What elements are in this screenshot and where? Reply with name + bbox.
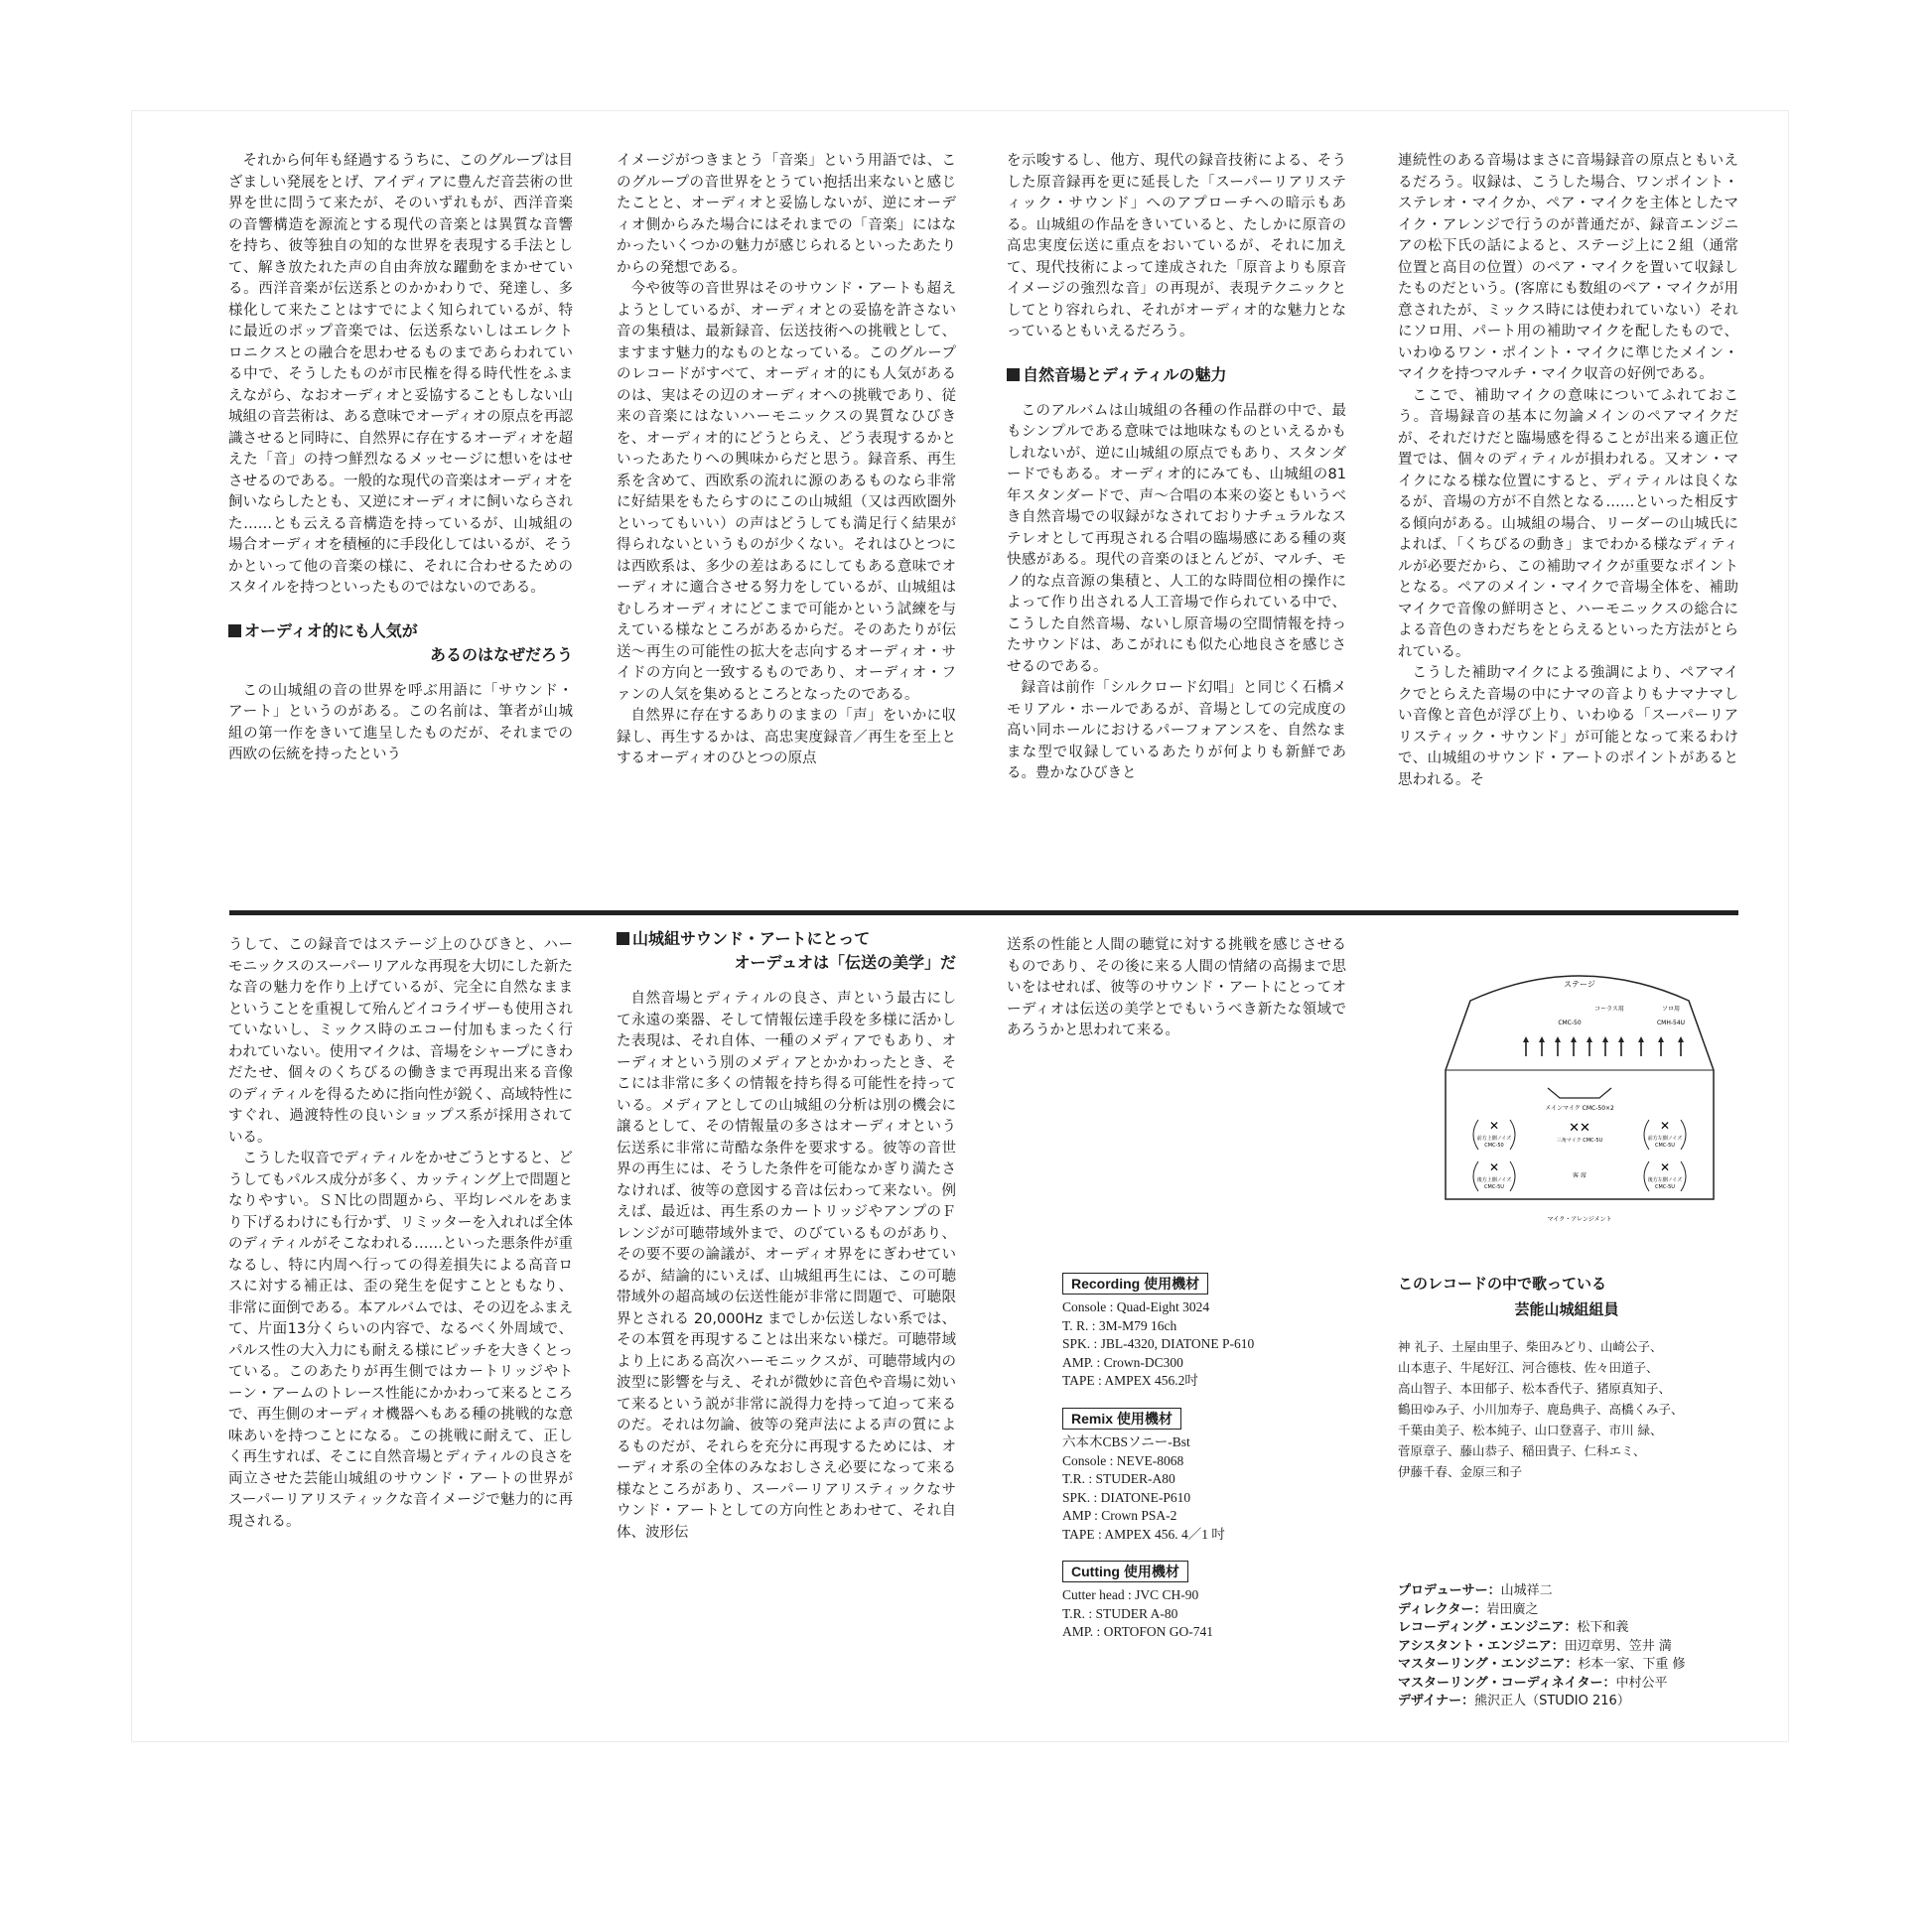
remix-line: 六本木CBSソニー-Bst [1062, 1434, 1190, 1449]
svg-text:後方上側ノイズ: 後方上側ノイズ [1476, 1177, 1512, 1183]
paragraph: 録音は前作「シルクロード幻唱」と同じく石橋メモリアル・ホールであるが、音場としての完成度の高い同ホールにおけるパーフォアンスを、自然なままな型で収録しているあたりが何よりも新鮮である。豊かなひびきと [1007, 680, 1346, 781]
remix-line: T.R. : STUDER-A80 [1062, 1471, 1175, 1486]
mic-left-lower [1473, 1160, 1515, 1191]
mic-arrow-head [1638, 1036, 1644, 1042]
main-mic-label: メインマイク CMC-50×2 [1545, 1105, 1614, 1112]
cutting-line: AMP. : ORTOFON GO-741 [1062, 1624, 1213, 1639]
paragraph: ここで、補助マイクの意味についてふれておこう。音場録音の基本に勿論メインのペアマイクだが、それだけだと臨場感を得ることが出来る適正位置では、個々のディティルが損われる。又オン・マイクになる様な位置にすると、ディティルは良くなるが、音場の方が不自然となる……といった相反する傾向がある。山城組の場合、リーダーの山城氏によれば､「くちびるの動き」までわかる様なディティルが必要だから、この補助マイクが重要なポイントとなる。ペアのメイン・マイクで音場全体を、補助マイクで音像の鮮明さと、ハーモニックスの総合による音色のきわだちをとらえるといった方法がとられている。 [1398, 387, 1738, 660]
svg-text:前方左側ノイズ: 前方左側ノイズ [1647, 1136, 1683, 1142]
mic-center [1557, 1121, 1603, 1144]
audience-label: 客 席 [1573, 1172, 1587, 1179]
members-line: 神 礼子、土屋由里子、柴田みどり、山崎公子、 [1398, 1339, 1663, 1354]
svg-text:CMC-5U: CMC-5U [1655, 1143, 1675, 1149]
svg-text:三角マイク CMC-5U: 三角マイク CMC-5U [1556, 1138, 1603, 1144]
paragraph: 自然音場とディティルの良さ、声という最古にして永遠の楽器、そして情報伝達手段を多様に活かした表現は、それ自体、一種のメディアでもあり、オーディオという別のメディアとかかわったとき、そこには非常に多くの情報を持ち得る可能性を持っている。メディアとしての山城組の分析は別の機会に譲るとして、その情報量の多さはオーディオという伝送系に非常に苛酷な条件を要求する。彼等の音世界の再生には、そうした条件を可能なかぎり満たさなければ、彼等の意図する音は伝わって来ない。例えば、最近は、再生系のカートリッジやアンプのＦレンジが可聴帯域外まで、のびているものがあり、その要不要の論議が、オーディオ界をにぎわせているが、結論的にいえば、山城組再生には、この可聴帯域外の超高域の伝送性能が非常に問題で、可聴限界とされる 20,000Hz までしか伝送しない系では、その本質を再現することは出来ない様だ。可聴帯域より上にある高次ハーモニックスが、可聴帯域内の波型に影響を与え、それが微妙に音色や音場に効いて来るという説が非常に説得力を持って迫って来るのだ。それは勿論、彼等の発声法による声の質によるものだが、それらを充分に再現するためには、オーディオ系の全体のみなおしさえ必要になって来る様なところがあり、スーパーリアリスティックなサウンド・アートとしての方向性とあわせて、それ自体、波形伝 [617, 991, 956, 1541]
mic-b-label: CMH-54U [1656, 1020, 1686, 1026]
svg-text:CMC-5U: CMC-5U [1484, 1184, 1504, 1190]
members-line: 千葉由美子、松本純子、山口登喜子、市川 緑、 [1398, 1423, 1663, 1437]
paragraph: それから何年も経過するうちに、このグループは目ざましい発展をとげ、アイディアに豊んだ音芸術の世界を世に問うて来たが、そのいずれもが、西洋音楽の音響構造を源流とする現代の音楽とは異質な音響を持ち、彼等独自の知的な世界を表現する手法として、解き放たれた声の自由奔放な躍動をまかせている。西洋音楽が伝送系とのかかわりで、発達し、多様化して来たことはすでによく知られているが、特に最近のポップ音楽では、伝送系ないしはエレクトロニクスとの融合を思わせるものまであらわれている中で、そうしたものが市民権を得る時代性をふまえながら、なおオーディオと妥協することもしない山城組の音芸術は、ある意味でオーディオの原点を再認識させると同時に、自然界に存在するオーディオを超えた「音」の持つ鮮烈なるメッセージに想いをはせさせるのである。一般的な現代の音楽はオーディオを飼いならしたとも、又逆にオーディオに飼いならされた……とも云える音構造を持っているが、山城組の場合オーディオを積極的に手段化してはいるが、そうかといって他の音楽の様に、それに合わせるためのスタイルを持つといったものではないのである。 [228, 153, 573, 596]
cutting-line: Cutter head : JVC CH-90 [1062, 1587, 1199, 1602]
text-column-2 [617, 151, 956, 770]
horizontal-divider [229, 910, 1738, 915]
svg-text:✕: ✕ [1488, 1119, 1500, 1133]
svg-text:前方上側ノイズ: 前方上側ノイズ [1476, 1136, 1512, 1142]
members-line: 菅原章子、藤山恭子、稲田貴子、仁科エミ、 [1398, 1443, 1646, 1458]
text-column-7 [1007, 935, 1346, 1042]
section-heading-natural-soundfield: 自然音場とディティルの魅力 [1007, 363, 1346, 387]
paragraph: 今や彼等の音世界はそのサウンド・アートも超えようとしているが、オーディオとの妥協を許さない音の集積は、最新録音、伝送技術への挑戦として、ますます魅力的なものとなっている。このグループのレコードがすべて、オーディオ的にも人気があるのは、実はその辺のオーディオへの挑戦であり、従来の音楽にはないハーモニックスの異質なひびきを、オーディオ的にどうとらえ、どう表現するかといったあたりへの興味からだと思う。録音系、再生系を含めて、西欧系の流れに源のあるものなら非常に好結果をもたらすのにこの山城組（又は西欧圏外といってもいい）の声はどうしても満足行く結果が得られないというものが少くない。それはひとつには西欧系は、多少の差はあるにしてもある意味でオーディオに適合させる努力をしているが、山城組はむしろオーディオにどこまで可能かという試練を与えている様なところがあるからだ。そのあたりが伝送～再生の可能性の拡大を志向するオーディオ・サイドの方向と一致するものであり、オーディオ・ファンの人気を集めるところとなったのである。 [617, 281, 956, 703]
cutting-line: T.R. : STUDER A-80 [1062, 1605, 1178, 1621]
staff-credits [1398, 1582, 1735, 1711]
credit-line: アシスタント・エンジニア：田辺章男、笠井 満 [1398, 1638, 1672, 1654]
mic-arrow-head [1523, 1036, 1529, 1042]
credit-line: デザイナー：熊沢正人（STUDIO 216） [1398, 1694, 1630, 1708]
chorus-label: コーラス用 [1594, 1006, 1624, 1013]
members-line: 伊藤千春、金原三和子 [1398, 1464, 1523, 1479]
paragraph: イメージがつきまとう「音楽」という用語では、このグループの音世界をとうてい抱括出来ないと感じたことと、オーディオと妥協しないが、逆にオーディオ側からみた場合にはそれまでの「音楽」にはなかったいくつかの魅力が感じられるといったあたりからの発想である。 [617, 153, 956, 276]
mic-arrow-head [1658, 1036, 1664, 1042]
paragraph: こうした収音でディティルをかせごうとすると、どうしてもパルス成分が多く、カッティング上で問題となりやすい。ＳＮ比の問題から、平均レベルをあまり下げるわけにも行かず、リミッターを入れれば全体のディティルがそこなわれる……といった悪条件が重なるし、特に内周へ行っての得差損失による高音ロスに対する補正は、歪の発生を促すことともなり、非常に面倒である。本アルバムでは、その辺をふまえて、片面13分くらいの内容で、なるべく外周域で、パルス性の大入力にも耐える様にピッチを大きくとっている。このあたりが再生側ではカートリッジやトーン・アームのトレース性能にかかわって来るところで、再生側のオーディオ機器へもある種の挑戦的な意味あいを持つことになる。この挑戦に耐えて、正しく再生すれば、そこに自然音場とディティルの良さを両立させた芸能山城組のサウンド・アートの世界がスーパーリアリスティックな音イメージで魅力的に再現される。 [228, 1151, 573, 1530]
svg-text:後方左側ノイズ: 後方左側ノイズ [1647, 1177, 1683, 1183]
mic-arrow-head [1539, 1036, 1545, 1042]
paragraph: 自然界に存在するありのままの「声」をいかに収録し、再生するかは、高忠実度録音／再生を至上とするオーディオのひとつの原点 [617, 708, 956, 766]
mic-arrow-head [1602, 1036, 1608, 1042]
mic-right-upper [1644, 1119, 1686, 1150]
text-column-5 [228, 935, 573, 1533]
svg-text:✕: ✕ [1659, 1160, 1671, 1174]
stage-label: ステージ [1564, 980, 1595, 989]
diagram-caption: マイク・アレンジメント [1547, 1216, 1612, 1223]
svg-text:✕: ✕ [1488, 1160, 1500, 1174]
paragraph: 送系の性能と人間の聴覚に対する挑戦を感じさせるものであり、その後に来る人間の情緒の高揚まで思いをはせれば、彼等のサウンド・アートにとってオーディオは伝送の美学とでもいうべき新たな領域であろうかと思われて来る。 [1007, 937, 1346, 1038]
svg-text:✕✕: ✕✕ [1569, 1121, 1590, 1136]
members-block [1398, 1271, 1735, 1482]
text-column-3 [1007, 151, 1346, 785]
text-column-1 [228, 151, 573, 766]
mic-left-upper [1473, 1119, 1515, 1150]
recording-line: AMP. : Crown-DC300 [1062, 1354, 1183, 1370]
recording-title: Recording 使用機材 [1062, 1273, 1208, 1295]
paragraph: 連続性のある音場はまさに音場録音の原点ともいえるだろう。収録は、こうした場合、ワンポイント・ステレオ・マイクか、ペア・マイクを主体としたマイク・アレンジで行うのが普通だが、録音エンジニアの松下氏の話によると、ステージ上に２組（通常位置と高目の位置）のペア・マイクを置いて収録したものだという。(客席にも数組のペア・マイクが用意されたが、ミックス時には使われていない）それにソロ用、パート用の補助マイクを配したもので、いわゆるワン・ポイント・マイクに準じたメイン・マイクを持つマルチ・マイク収音の好例である。 [1398, 153, 1738, 382]
members-line: 鶴田ゆみ子、小川加寿子、鹿島典子、高橋くみ子、 [1398, 1402, 1684, 1417]
members-line: 山本恵子、牛尾好江、河合德枝、佐々田道子、 [1398, 1360, 1659, 1375]
mic-arrow-head [1618, 1036, 1624, 1042]
text-column-4 [1398, 151, 1738, 791]
svg-text:✕: ✕ [1659, 1119, 1671, 1133]
section-heading-audio-popularity: オーディオ的にも人気が あるのはなぜだろう [228, 619, 573, 667]
members-list [1398, 1336, 1735, 1482]
members-subtitle: 芸能山城組組員 [1514, 1300, 1619, 1318]
section-heading-transmission-aesthetics: 山城組サウンド・アートにとって オーデュオは「伝送の美学」だ [617, 927, 956, 975]
members-line: 高山智子、本田郁子、松本香代子、猪原真知子、 [1398, 1381, 1672, 1396]
recording-line: T. R. : 3M-M79 16ch [1062, 1317, 1177, 1333]
mic-arrow-head [1571, 1036, 1577, 1042]
mic-a-label: CMC-50 [1558, 1020, 1582, 1026]
mic-right-lower [1644, 1160, 1686, 1191]
credit-line: プロデューサー：山城祥二 [1398, 1583, 1553, 1598]
cutting-title: Cutting 使用機材 [1062, 1561, 1188, 1582]
cutting-equipment [1062, 1561, 1301, 1642]
svg-text:CMC-50: CMC-50 [1484, 1143, 1504, 1149]
credit-line: マスターリング・エンジニア：杉本一家、下重 修 [1398, 1657, 1686, 1672]
mic-arrows [1523, 1036, 1684, 1056]
mic-arrow-head [1555, 1036, 1561, 1042]
paragraph: このアルバムは山城組の各種の作品群の中で、最もシンプルである意味では地味なものといえるかもしれないが、逆に山城組の原点でもあり、スタンダードでもある。オーディオ的にみても、山城組の81年スタンダードで、声～合唱の本来の姿ともいうべき自然音場での収録がなされておりナチュラルなステレオとして再現される合唱の臨場感にある種の爽快感がある。現代の音楽のほとんどが、マルチ、モノ的な点音源の集積と、人工的な時間位相の操作によって作り出される人工音場で作られている中で、こうした自然音場、ないし原音場の空間情報を持ったサウンドは、あこがれにも似た心地良さを感じさせるのである。 [1007, 402, 1346, 675]
remix-line: SPK. : DIATONE-P610 [1062, 1489, 1191, 1505]
liner-notes-sheet [132, 111, 1788, 1741]
recording-line: TAPE : AMPEX 456.2吋 [1062, 1373, 1198, 1388]
remix-line: Console : NEVE-8068 [1062, 1452, 1184, 1468]
recording-line: Console : Quad-Eight 3024 [1062, 1299, 1210, 1314]
paragraph: うして、この録音ではステージ上のひびきと、ハーモニックスのスーパーリアルな再現を大切にした新たな音の魅力を作り上げているが、完全に自然なままということを重視して殆んどイコライザーも使用されていないし、ミックス時のエコー付加もまったく行われていない。使用マイクは、音場をシャープにきわだたせ、個々のくちびるの働きまで再現出来る音像のディティルを得るために指向性が鋭く、高域特性にすぐれ、過渡特性の良いショップス系が採用されている。 [228, 937, 573, 1146]
paragraph: この山城組の音の世界を呼ぶ用語に「サウンド・アート」というのがある。この名前は、筆者が山城組の第一作をきいて進呈したものだが、それまでの西欧の伝統を持ったという [228, 682, 573, 762]
remix-equipment [1062, 1408, 1301, 1544]
text-column-6 [617, 921, 956, 1544]
heading-square-icon [228, 624, 241, 637]
mic-arrow-head [1678, 1036, 1684, 1042]
main-mic-bracket [1548, 1088, 1611, 1098]
credit-line: ディレクター：岩田廣之 [1398, 1601, 1539, 1617]
heading-square-icon [617, 932, 629, 945]
remix-line: TAPE : AMPEX 456. 4／1 吋 [1062, 1526, 1225, 1542]
members-title: このレコードの中で歌っている [1398, 1275, 1607, 1293]
paragraph: こうした補助マイクによる強調により、ペアマイクでとらえた音場の中にナマの音よりもナマナマしい音像と音色が浮び上り、いわゆる「スーパーリアリスティック・サウンド」が可能となって来るわけで、山城組のサウンド・アートのポイントがあると思われる。そ [1398, 665, 1738, 788]
recording-equipment [1062, 1273, 1301, 1391]
credit-line: レコーディング・エンジニア：松下和義 [1398, 1620, 1629, 1635]
remix-line: AMP : Crown PSA-2 [1062, 1508, 1177, 1523]
recording-line: SPK. : JBL-4320, DIATONE P-610 [1062, 1336, 1255, 1351]
mic-arrow-head [1587, 1036, 1592, 1042]
credit-line: マスターリング・コーディネイター：中村公平 [1398, 1675, 1668, 1691]
heading-square-icon [1007, 368, 1020, 381]
paragraph: を示唆するし、他方、現代の録音技術による、そうした原音録再を更に延長した「スーパーリアリスティック・サウンド」へのアプローチへの暗示もある。山城組の作品をきいていると、たしかに原音の高忠実度伝送に重点をおいているが、それに加えて、現代技術によって達成された「原音よりも原音イメージの強烈な音」の再現が、表現テクニックとしてとり容れられ、それがオーディオ的な魅力となっているともいえるだろう。 [1007, 153, 1346, 340]
mic-arrangement-diagram [1431, 961, 1728, 1239]
solo-label: ソロ用 [1661, 1006, 1681, 1013]
svg-text:CMC-5U: CMC-5U [1655, 1184, 1675, 1190]
remix-title: Remix 使用機材 [1062, 1408, 1181, 1430]
